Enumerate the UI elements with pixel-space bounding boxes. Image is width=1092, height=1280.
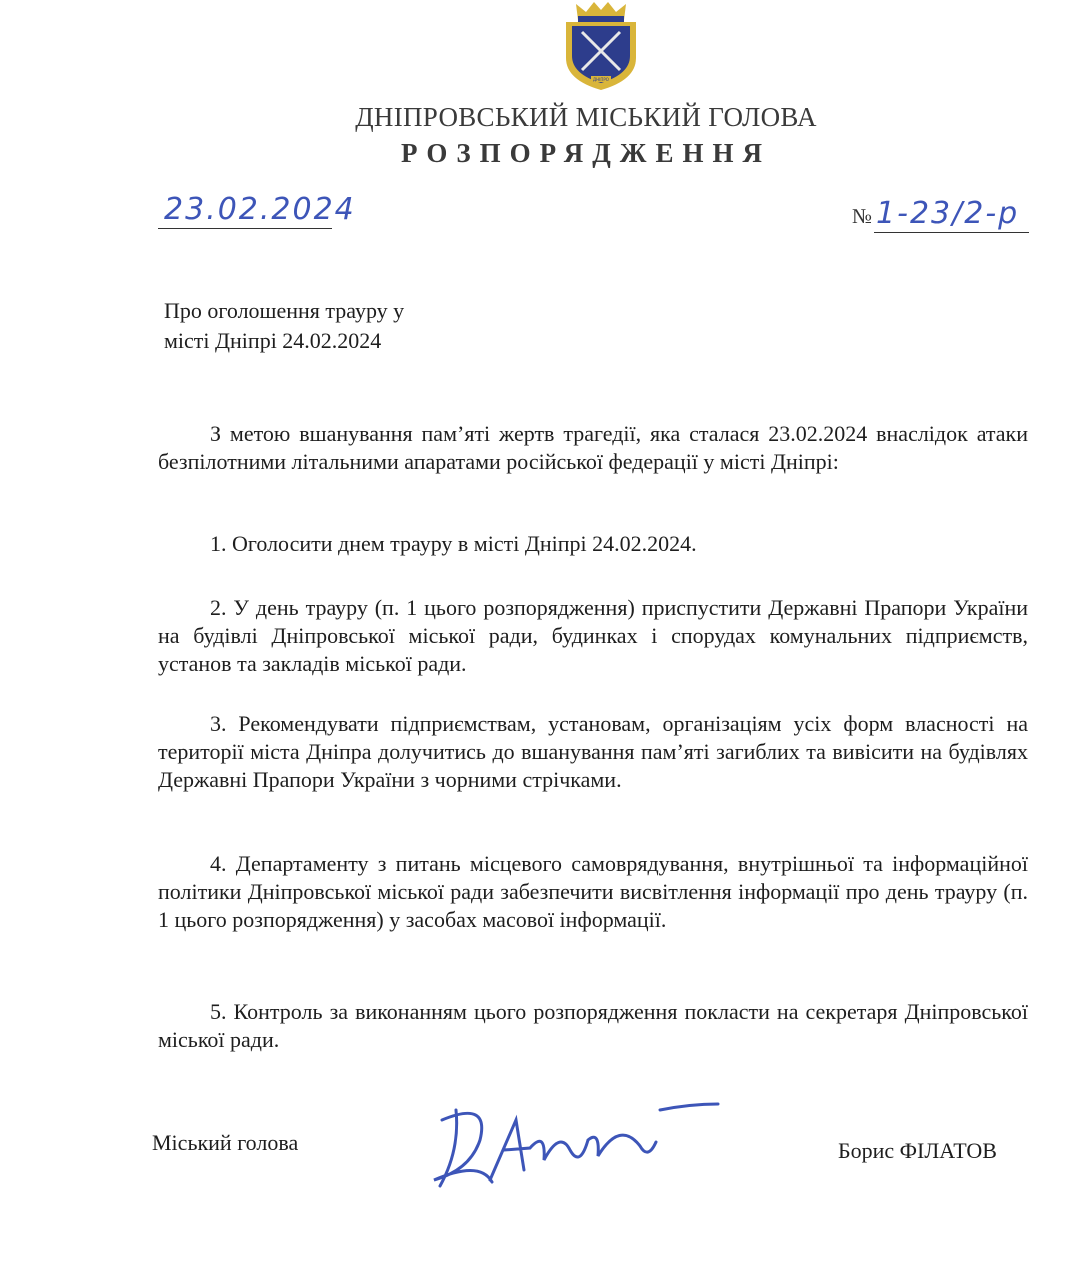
svg-text:ДНІПРО: ДНІПРО bbox=[593, 77, 609, 82]
order-item-text: 2. У день трауру (п. 1 цього розпорядження) приспустити Державні Прапори України на будівлі Дніпровської міської ради, будинках і спорудах комунальних підприємств, установ та закладів міської ради. bbox=[158, 595, 1028, 676]
signatory-position: Міський голова bbox=[152, 1130, 299, 1155]
preamble-text: З метою вшанування пам’яті жертв трагедії, яка сталася 23.02.2024 внаслідок атаки безпілотними літальними апаратами російської федерації у місті Дніпрі: bbox=[158, 421, 1028, 474]
order-item-text: 5. Контроль за виконанням цього розпорядження покласти на секретаря Дніпровської міської ради. bbox=[158, 999, 1028, 1052]
issuing-authority: ДНІПРОВСЬКИЙ МІСЬКИЙ ГОЛОВА bbox=[355, 102, 817, 132]
signatory-name: Борис ФІЛАТОВ bbox=[838, 1138, 997, 1163]
document-subject bbox=[164, 296, 484, 356]
document-type: РОЗПОРЯДЖЕННЯ bbox=[400, 138, 772, 168]
subject-line: Про оголошення трауру у bbox=[164, 298, 405, 323]
document-number bbox=[852, 196, 1019, 231]
date-underline bbox=[158, 228, 332, 229]
number-value: 1-23/2-р bbox=[876, 196, 1020, 231]
city-coat-of-arms-icon bbox=[556, 0, 646, 92]
order-item-1 bbox=[158, 530, 1028, 558]
order-item-3 bbox=[158, 710, 1028, 794]
order-item-text: 3. Рекомендувати підприємствам, установам, організаціям усіх форм власності на території міста Дніпра долучитись до вшанування пам’яті загиблих та вивісити на будівлях Державні Прапори України з чорними стрічками. bbox=[158, 711, 1028, 792]
order-item-2 bbox=[158, 594, 1028, 678]
order-item-text: 4. Департаменту з питань місцевого самоврядування, внутрішньої та інформаційної політики Дніпровської міської ради забезпечити висвітлення інформації про день трауру (п. 1 цього розпорядження) у засобах масової інформації. bbox=[158, 851, 1028, 932]
order-item-4 bbox=[158, 850, 1028, 934]
subject-line: місті Дніпрі 24.02.2024 bbox=[164, 328, 382, 353]
number-sign: № bbox=[852, 204, 873, 228]
number-underline bbox=[874, 232, 1029, 233]
document-date: 23.02.2024 bbox=[164, 192, 356, 227]
handwritten-signature bbox=[420, 1090, 730, 1200]
order-item-text: 1. Оголосити днем трауру в місті Дніпрі 24.02.2024. bbox=[210, 531, 697, 556]
preamble bbox=[158, 420, 1028, 476]
order-item-5 bbox=[158, 998, 1028, 1054]
